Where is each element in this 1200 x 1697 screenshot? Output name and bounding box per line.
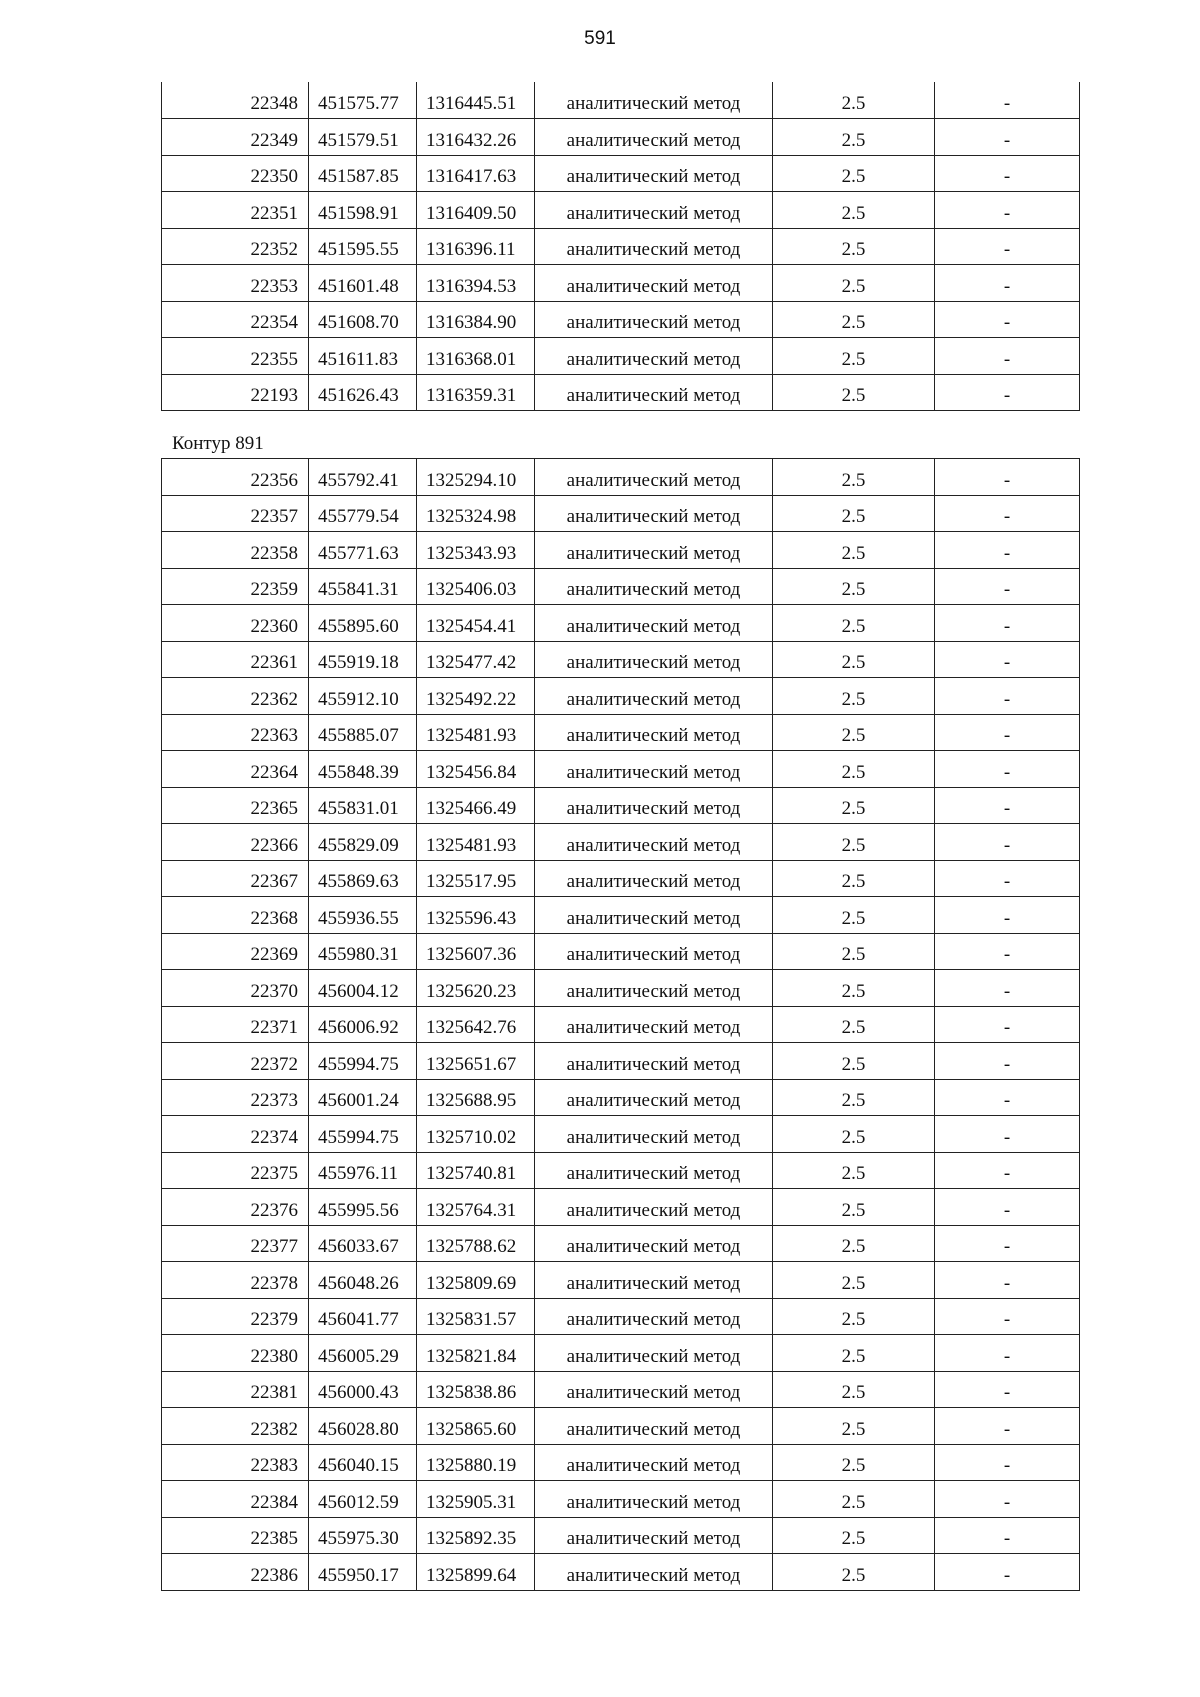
method-cell: аналитический метод — [535, 1079, 773, 1116]
table-row — [162, 751, 1080, 788]
note-cell: - — [935, 192, 1080, 229]
accuracy-cell: 2.5 — [773, 1189, 935, 1226]
x-coordinate-cell: 455980.31 — [309, 933, 417, 970]
method-cell: аналитический метод — [535, 933, 773, 970]
method-cell: аналитический метод — [535, 1262, 773, 1299]
note-cell: - — [935, 751, 1080, 788]
accuracy-cell: 2.5 — [773, 192, 935, 229]
x-coordinate-cell: 456048.26 — [309, 1262, 417, 1299]
method-cell: аналитический метод — [535, 1335, 773, 1372]
point-number-cell: 22357 — [162, 495, 309, 532]
accuracy-cell: 2.5 — [773, 1043, 935, 1080]
x-coordinate-cell: 456033.67 — [309, 1225, 417, 1262]
point-number-cell: 22377 — [162, 1225, 309, 1262]
y-coordinate-cell: 1325456.84 — [417, 751, 535, 788]
table-row — [162, 1225, 1080, 1262]
method-cell: аналитический метод — [535, 1225, 773, 1262]
note-cell: - — [935, 374, 1080, 411]
table-row — [162, 495, 1080, 532]
table-row — [162, 714, 1080, 751]
accuracy-cell: 2.5 — [773, 155, 935, 192]
x-coordinate-cell: 456012.59 — [309, 1481, 417, 1518]
note-cell: - — [935, 1225, 1080, 1262]
method-cell: аналитический метод — [535, 1298, 773, 1335]
x-coordinate-cell: 456004.12 — [309, 970, 417, 1007]
x-coordinate-cell: 455994.75 — [309, 1116, 417, 1153]
accuracy-cell: 2.5 — [773, 860, 935, 897]
y-coordinate-cell: 1316409.50 — [417, 192, 535, 229]
point-number-cell: 22371 — [162, 1006, 309, 1043]
y-coordinate-cell: 1325838.86 — [417, 1371, 535, 1408]
note-cell: - — [935, 1043, 1080, 1080]
accuracy-cell: 2.5 — [773, 374, 935, 411]
accuracy-cell: 2.5 — [773, 1298, 935, 1335]
point-number-cell: 22369 — [162, 933, 309, 970]
coordinates-table-contour — [161, 458, 1080, 1591]
table-row — [162, 1444, 1080, 1481]
x-coordinate-cell: 455976.11 — [309, 1152, 417, 1189]
accuracy-cell: 2.5 — [773, 970, 935, 1007]
x-coordinate-cell: 451587.85 — [309, 155, 417, 192]
point-number-cell: 22378 — [162, 1262, 309, 1299]
accuracy-cell: 2.5 — [773, 1152, 935, 1189]
note-cell: - — [935, 1298, 1080, 1335]
note-cell: - — [935, 568, 1080, 605]
point-number-cell: 22366 — [162, 824, 309, 861]
accuracy-cell: 2.5 — [773, 568, 935, 605]
point-number-cell: 22349 — [162, 119, 309, 156]
point-number-cell: 22365 — [162, 787, 309, 824]
accuracy-cell: 2.5 — [773, 714, 935, 751]
y-coordinate-cell: 1325517.95 — [417, 860, 535, 897]
note-cell: - — [935, 495, 1080, 532]
accuracy-cell: 2.5 — [773, 1408, 935, 1445]
note-cell: - — [935, 933, 1080, 970]
table-row — [162, 1043, 1080, 1080]
point-number-cell: 22368 — [162, 897, 309, 934]
table-row — [162, 787, 1080, 824]
method-cell: аналитический метод — [535, 860, 773, 897]
table-row — [162, 1079, 1080, 1116]
accuracy-cell: 2.5 — [773, 228, 935, 265]
x-coordinate-cell: 455779.54 — [309, 495, 417, 532]
point-number-cell: 22381 — [162, 1371, 309, 1408]
x-coordinate-cell: 455829.09 — [309, 824, 417, 861]
method-cell: аналитический метод — [535, 338, 773, 375]
x-coordinate-cell: 455885.07 — [309, 714, 417, 751]
method-cell: аналитический метод — [535, 1408, 773, 1445]
point-number-cell: 22383 — [162, 1444, 309, 1481]
accuracy-cell: 2.5 — [773, 605, 935, 642]
y-coordinate-cell: 1325596.43 — [417, 897, 535, 934]
accuracy-cell: 2.5 — [773, 532, 935, 569]
y-coordinate-cell: 1316368.01 — [417, 338, 535, 375]
contour-label: Контур 891 — [172, 433, 264, 454]
table-row — [162, 532, 1080, 569]
note-cell: - — [935, 787, 1080, 824]
x-coordinate-cell: 455994.75 — [309, 1043, 417, 1080]
point-number-cell: 22356 — [162, 459, 309, 496]
method-cell: аналитический метод — [535, 1517, 773, 1554]
point-number-cell: 22358 — [162, 532, 309, 569]
note-cell: - — [935, 860, 1080, 897]
method-cell: аналитический метод — [535, 568, 773, 605]
method-cell: аналитический метод — [535, 1481, 773, 1518]
y-coordinate-cell: 1325651.67 — [417, 1043, 535, 1080]
method-cell: аналитический метод — [535, 678, 773, 715]
point-number-cell: 22386 — [162, 1554, 309, 1591]
x-coordinate-cell: 455919.18 — [309, 641, 417, 678]
accuracy-cell: 2.5 — [773, 1517, 935, 1554]
method-cell: аналитический метод — [535, 374, 773, 411]
y-coordinate-cell: 1325454.41 — [417, 605, 535, 642]
method-cell: аналитический метод — [535, 119, 773, 156]
accuracy-cell: 2.5 — [773, 495, 935, 532]
point-number-cell: 22372 — [162, 1043, 309, 1080]
note-cell: - — [935, 119, 1080, 156]
method-cell: аналитический метод — [535, 192, 773, 229]
x-coordinate-cell: 456041.77 — [309, 1298, 417, 1335]
point-number-cell: 22370 — [162, 970, 309, 1007]
table-row — [162, 1262, 1080, 1299]
method-cell: аналитический метод — [535, 751, 773, 788]
x-coordinate-cell: 456000.43 — [309, 1371, 417, 1408]
y-coordinate-cell: 1325466.49 — [417, 787, 535, 824]
y-coordinate-cell: 1325607.36 — [417, 933, 535, 970]
point-number-cell: 22362 — [162, 678, 309, 715]
accuracy-cell: 2.5 — [773, 1371, 935, 1408]
table-row — [162, 1116, 1080, 1153]
method-cell: аналитический метод — [535, 787, 773, 824]
note-cell: - — [935, 824, 1080, 861]
x-coordinate-cell: 455848.39 — [309, 751, 417, 788]
table-row — [162, 1554, 1080, 1591]
note-cell: - — [935, 605, 1080, 642]
x-coordinate-cell: 455792.41 — [309, 459, 417, 496]
table-row — [162, 374, 1080, 411]
x-coordinate-cell: 451601.48 — [309, 265, 417, 302]
x-coordinate-cell: 451575.77 — [309, 82, 417, 119]
y-coordinate-cell: 1316432.26 — [417, 119, 535, 156]
note-cell: - — [935, 1152, 1080, 1189]
y-coordinate-cell: 1325294.10 — [417, 459, 535, 496]
point-number-cell: 22385 — [162, 1517, 309, 1554]
method-cell: аналитический метод — [535, 495, 773, 532]
table-row — [162, 301, 1080, 338]
point-number-cell: 22363 — [162, 714, 309, 751]
accuracy-cell: 2.5 — [773, 1225, 935, 1262]
point-number-cell: 22361 — [162, 641, 309, 678]
table-row — [162, 860, 1080, 897]
x-coordinate-cell: 455771.63 — [309, 532, 417, 569]
table-row — [162, 568, 1080, 605]
accuracy-cell: 2.5 — [773, 641, 935, 678]
point-number-cell: 22353 — [162, 265, 309, 302]
accuracy-cell: 2.5 — [773, 787, 935, 824]
point-number-cell: 22384 — [162, 1481, 309, 1518]
point-number-cell: 22380 — [162, 1335, 309, 1372]
method-cell: аналитический метод — [535, 1371, 773, 1408]
method-cell: аналитический метод — [535, 1006, 773, 1043]
table-row — [162, 82, 1080, 119]
x-coordinate-cell: 455975.30 — [309, 1517, 417, 1554]
point-number-cell: 22374 — [162, 1116, 309, 1153]
y-coordinate-cell: 1316417.63 — [417, 155, 535, 192]
note-cell: - — [935, 1335, 1080, 1372]
method-cell: аналитический метод — [535, 532, 773, 569]
table-row — [162, 265, 1080, 302]
accuracy-cell: 2.5 — [773, 119, 935, 156]
x-coordinate-cell: 455936.55 — [309, 897, 417, 934]
point-number-cell: 22375 — [162, 1152, 309, 1189]
note-cell: - — [935, 1262, 1080, 1299]
x-coordinate-cell: 451626.43 — [309, 374, 417, 411]
point-number-cell: 22359 — [162, 568, 309, 605]
method-cell: аналитический метод — [535, 1554, 773, 1591]
accuracy-cell: 2.5 — [773, 82, 935, 119]
note-cell: - — [935, 1006, 1080, 1043]
note-cell: - — [935, 641, 1080, 678]
y-coordinate-cell: 1325740.81 — [417, 1152, 535, 1189]
note-cell: - — [935, 970, 1080, 1007]
accuracy-cell: 2.5 — [773, 1079, 935, 1116]
table-row — [162, 1006, 1080, 1043]
x-coordinate-cell: 455831.01 — [309, 787, 417, 824]
table-row — [162, 1189, 1080, 1226]
table-row — [162, 119, 1080, 156]
x-coordinate-cell: 456005.29 — [309, 1335, 417, 1372]
table-row — [162, 970, 1080, 1007]
note-cell: - — [935, 459, 1080, 496]
y-coordinate-cell: 1325406.03 — [417, 568, 535, 605]
method-cell: аналитический метод — [535, 228, 773, 265]
accuracy-cell: 2.5 — [773, 1481, 935, 1518]
note-cell: - — [935, 228, 1080, 265]
accuracy-cell: 2.5 — [773, 459, 935, 496]
accuracy-cell: 2.5 — [773, 1116, 935, 1153]
x-coordinate-cell: 456028.80 — [309, 1408, 417, 1445]
x-coordinate-cell: 451595.55 — [309, 228, 417, 265]
table-row — [162, 824, 1080, 861]
point-number-cell: 22350 — [162, 155, 309, 192]
accuracy-cell: 2.5 — [773, 265, 935, 302]
y-coordinate-cell: 1325477.42 — [417, 641, 535, 678]
method-cell: аналитический метод — [535, 265, 773, 302]
accuracy-cell: 2.5 — [773, 1444, 935, 1481]
accuracy-cell: 2.5 — [773, 338, 935, 375]
y-coordinate-cell: 1325892.35 — [417, 1517, 535, 1554]
accuracy-cell: 2.5 — [773, 1554, 935, 1591]
y-coordinate-cell: 1325481.93 — [417, 714, 535, 751]
table-row — [162, 1408, 1080, 1445]
method-cell: аналитический метод — [535, 1116, 773, 1153]
method-cell: аналитический метод — [535, 1444, 773, 1481]
y-coordinate-cell: 1325880.19 — [417, 1444, 535, 1481]
note-cell: - — [935, 1444, 1080, 1481]
y-coordinate-cell: 1325899.64 — [417, 1554, 535, 1591]
y-coordinate-cell: 1325688.95 — [417, 1079, 535, 1116]
method-cell: аналитический метод — [535, 459, 773, 496]
note-cell: - — [935, 82, 1080, 119]
point-number-cell: 22382 — [162, 1408, 309, 1445]
y-coordinate-cell: 1325620.23 — [417, 970, 535, 1007]
y-coordinate-cell: 1325492.22 — [417, 678, 535, 715]
accuracy-cell: 2.5 — [773, 678, 935, 715]
point-number-cell: 22351 — [162, 192, 309, 229]
table-row — [162, 338, 1080, 375]
x-coordinate-cell: 456006.92 — [309, 1006, 417, 1043]
method-cell: аналитический метод — [535, 897, 773, 934]
y-coordinate-cell: 1325821.84 — [417, 1335, 535, 1372]
note-cell: - — [935, 678, 1080, 715]
method-cell: аналитический метод — [535, 824, 773, 861]
table-row — [162, 641, 1080, 678]
x-coordinate-cell: 456001.24 — [309, 1079, 417, 1116]
table-row — [162, 1152, 1080, 1189]
table-row — [162, 1517, 1080, 1554]
point-number-cell: 22360 — [162, 605, 309, 642]
y-coordinate-cell: 1325865.60 — [417, 1408, 535, 1445]
method-cell: аналитический метод — [535, 641, 773, 678]
point-number-cell: 22354 — [162, 301, 309, 338]
method-cell: аналитический метод — [535, 1152, 773, 1189]
note-cell: - — [935, 155, 1080, 192]
point-number-cell: 22376 — [162, 1189, 309, 1226]
note-cell: - — [935, 1554, 1080, 1591]
method-cell: аналитический метод — [535, 301, 773, 338]
x-coordinate-cell: 451608.70 — [309, 301, 417, 338]
note-cell: - — [935, 265, 1080, 302]
note-cell: - — [935, 301, 1080, 338]
y-coordinate-cell: 1316394.53 — [417, 265, 535, 302]
note-cell: - — [935, 1481, 1080, 1518]
x-coordinate-cell: 455912.10 — [309, 678, 417, 715]
method-cell: аналитический метод — [535, 1189, 773, 1226]
y-coordinate-cell: 1325710.02 — [417, 1116, 535, 1153]
point-number-cell: 22367 — [162, 860, 309, 897]
accuracy-cell: 2.5 — [773, 1262, 935, 1299]
accuracy-cell: 2.5 — [773, 897, 935, 934]
table-row — [162, 192, 1080, 229]
table-row — [162, 1298, 1080, 1335]
note-cell: - — [935, 1517, 1080, 1554]
note-cell: - — [935, 1189, 1080, 1226]
coordinates-table-continued — [161, 82, 1080, 411]
y-coordinate-cell: 1316359.31 — [417, 374, 535, 411]
method-cell: аналитический метод — [535, 970, 773, 1007]
point-number-cell: 22355 — [162, 338, 309, 375]
note-cell: - — [935, 1408, 1080, 1445]
x-coordinate-cell: 456040.15 — [309, 1444, 417, 1481]
table-row — [162, 155, 1080, 192]
table-row — [162, 678, 1080, 715]
table-row — [162, 228, 1080, 265]
table-row — [162, 1481, 1080, 1518]
x-coordinate-cell: 451598.91 — [309, 192, 417, 229]
method-cell: аналитический метод — [535, 82, 773, 119]
accuracy-cell: 2.5 — [773, 1335, 935, 1372]
method-cell: аналитический метод — [535, 1043, 773, 1080]
y-coordinate-cell: 1316445.51 — [417, 82, 535, 119]
table-row — [162, 897, 1080, 934]
accuracy-cell: 2.5 — [773, 301, 935, 338]
method-cell: аналитический метод — [535, 155, 773, 192]
note-cell: - — [935, 1371, 1080, 1408]
point-number-cell: 22364 — [162, 751, 309, 788]
x-coordinate-cell: 455895.60 — [309, 605, 417, 642]
x-coordinate-cell: 455995.56 — [309, 1189, 417, 1226]
y-coordinate-cell: 1325905.31 — [417, 1481, 535, 1518]
y-coordinate-cell: 1316384.90 — [417, 301, 535, 338]
table-row — [162, 933, 1080, 970]
table-row — [162, 1335, 1080, 1372]
note-cell: - — [935, 714, 1080, 751]
y-coordinate-cell: 1325831.57 — [417, 1298, 535, 1335]
y-coordinate-cell: 1325324.98 — [417, 495, 535, 532]
point-number-cell: 22348 — [162, 82, 309, 119]
x-coordinate-cell: 451611.83 — [309, 338, 417, 375]
method-cell: аналитический метод — [535, 714, 773, 751]
x-coordinate-cell: 455950.17 — [309, 1554, 417, 1591]
y-coordinate-cell: 1325481.93 — [417, 824, 535, 861]
x-coordinate-cell: 451579.51 — [309, 119, 417, 156]
accuracy-cell: 2.5 — [773, 1006, 935, 1043]
table-row — [162, 605, 1080, 642]
x-coordinate-cell: 455841.31 — [309, 568, 417, 605]
accuracy-cell: 2.5 — [773, 751, 935, 788]
note-cell: - — [935, 1079, 1080, 1116]
method-cell: аналитический метод — [535, 605, 773, 642]
y-coordinate-cell: 1325343.93 — [417, 532, 535, 569]
note-cell: - — [935, 532, 1080, 569]
y-coordinate-cell: 1325809.69 — [417, 1262, 535, 1299]
accuracy-cell: 2.5 — [773, 933, 935, 970]
point-number-cell: 22373 — [162, 1079, 309, 1116]
table-row — [162, 1371, 1080, 1408]
point-number-cell: 22379 — [162, 1298, 309, 1335]
y-coordinate-cell: 1325788.62 — [417, 1225, 535, 1262]
table-row — [162, 459, 1080, 496]
x-coordinate-cell: 455869.63 — [309, 860, 417, 897]
point-number-cell: 22352 — [162, 228, 309, 265]
y-coordinate-cell: 1325764.31 — [417, 1189, 535, 1226]
note-cell: - — [935, 338, 1080, 375]
point-number-cell: 22193 — [162, 374, 309, 411]
note-cell: - — [935, 897, 1080, 934]
y-coordinate-cell: 1316396.11 — [417, 228, 535, 265]
accuracy-cell: 2.5 — [773, 824, 935, 861]
y-coordinate-cell: 1325642.76 — [417, 1006, 535, 1043]
note-cell: - — [935, 1116, 1080, 1153]
page-number: 591 — [584, 28, 616, 49]
